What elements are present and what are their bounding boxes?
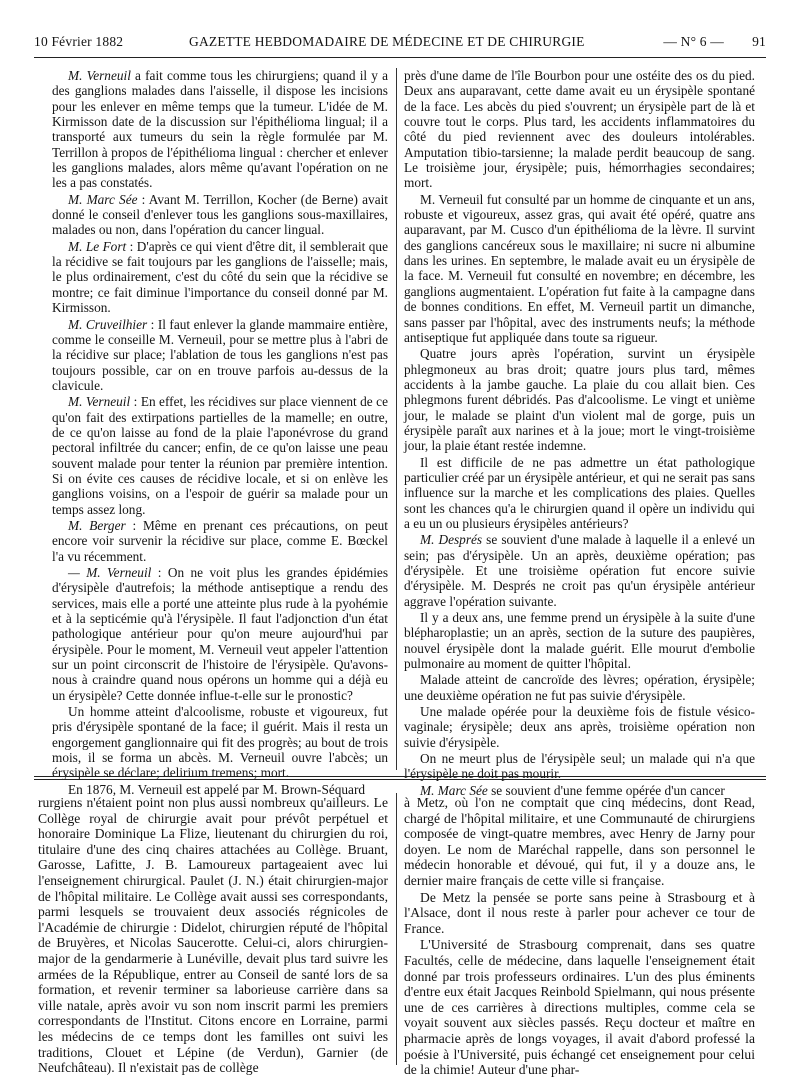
paragraph-text: Une malade opérée pour la deuxième fois de fistule vésico-vaginale; érysipèle; deux ans après, troisième opération non suivie d'érysipèle. (404, 704, 755, 750)
paragraph-text: Il y a deux ans, une femme prend un érysipèle à la suite d'une blépharoplastie; un an après, section de la suture des paupières, nouvel érysipèle dont la malade guérit. Elle mourut d'embolie pulmonaire au moment de quitter l'hôpital. (404, 610, 755, 672)
section-rule-bottom (34, 779, 766, 780)
paragraph (404, 795, 755, 889)
paragraph-text: : Il faut enlever la glande mammaire entière, comme le conseille M. Verneuil, pour se mettre plus à l'abri de la récidive sur place; l'ablation de tous les ganglions n'est pas toujours possible, car on en trouve parfois au-dessus de la clavicule. (52, 316, 388, 393)
header-date: 10 Février 1882 (34, 34, 124, 49)
header-rule (34, 57, 766, 58)
column-divider (396, 68, 397, 770)
header-page-number: 91 (752, 34, 766, 49)
paragraph-text: : En effet, les récidives sur place viennent de ce qu'on fait des extirpations partielles de la mamelle; en outre, de ce qu'on laisse au fond de la plaie l'aponévrose du grand pectoral infiltrée du cancer; enfin, de ce qu'on laisse une peau souvent malade pour tenter la réunion par première intention. Si on évite ces causes de récidive locale, et si on enlève les ganglions voisins, on a l'espoir de guérir sa malade pour un temps assez long. (52, 394, 388, 517)
paragraph-text: près d'une dame de l'île Bourbon pour une ostéite des os du pied. Deux ans auparavant, cette dame avait eu un érysipèle spontané de la face. Les abcès du pied s'ouvrent; un érysipèle part de là et couvre tout le corps. Plus tard, les accidents inflammatoires du côté du pied reviennent avec des douleurs intolérables. Amputation tibio-tarsienne; la malade perdit beaucoup de sang. Le troisième jour, érysipèle; puis, hémorrhagies secondaires; mort. (404, 68, 755, 191)
paragraph (404, 346, 755, 453)
paragraph-text: L'Université de Strasbourg comprenait, dans ses quatre Facultés, celle de médecine, dans laquelle l'enseignement était donné par trois professeurs ordinaires. L'un des plus éminents d'entre eux était Jacques Reinbold Spielmann, qui nous présente une de ces carrières à directions multiples, comme cela se voyait souvent aux siècles passés. Reçu docteur et maître en pharmacie après de longs voyages, il avait d'abord professé la poésie à l'Université, puis échangé cet enseignement pour celui de la chimie! Auteur d'une phar- (404, 937, 755, 1078)
column-divider-lower (396, 793, 397, 1065)
paragraph (404, 68, 755, 191)
paragraph-text: a fait comme tous les chirurgiens; quand il y a des ganglions malades dans l'aisselle, il dispose les incisions pour les enlever en même temps que la tumeur. L'idée de M. Kirmisson date de la discussion sur l'épithélioma lingual; il a transporté aux tumeurs du sein la règle formulée par M. Terrillon à propos de l'épithélioma lingual : chercher et enlever les ganglions malades, alors même qu'avant l'opération on ne les a pas constatés. (52, 68, 388, 191)
speaker-name: M. Marc Sée (420, 782, 488, 798)
paragraph-text: Quatre jours après l'opération, survint un érysipèle phlegmoneux au bras droit; quatre jours plus tard, mêmes accidents à la jambe gauche. La plaie du cou allait bien. Ces phlegmons furent débridés. Pas d'alcoolisme. Le vingt et unième jour, le malade se plaint d'un violent mal de gorge, puis un érysipèle paraît aux narines et à la joue; mort le vingt-troisième jour, la plaie étant restée indemne. (404, 346, 755, 454)
paragraph (404, 890, 755, 937)
paragraph (404, 937, 755, 1077)
paragraph-text: De Metz la pensée se porte sans peine à Strasbourg et à l'Alsace, dont il nous reste à parler pour achever ce tour de France. (404, 889, 755, 936)
paragraph-text: : D'après ce qui vient d'être dit, il semblerait que la récidive se fait toujours par les ganglions de l'aisselle; mais, le plus ordinairement, c'est du côté du sein que la récidive se montre; ce fait diminue l'importance du conseil donné par M. Kirmisson. (52, 238, 388, 316)
speaker-name: — M. Verneuil (68, 565, 152, 580)
paragraph (38, 795, 388, 1076)
paragraph (404, 751, 755, 782)
paragraph-text: : On ne voit plus les grandes épidémies d'érysipèle d'autrefois; la méthode antiseptique a rendu des services, mais elle a porté une atteinte plus rude à la pyohémie et à la septicémie qu'à l'érysipèle. Il faut l'adjonction d'un état pathologique antérieur pour qu'on meure aujourd'hui par érysipèle. Pour le moment, M. Verneuil veut appeler l'attention sur un point circonscrit de l'histoire de l'érysipèle. Qu'avons-nous à craindre quand nous opérons un homme qui a déjà eu un érysipèle? Cette donnée influe-t-elle sur le pronostic? (52, 565, 388, 703)
society-report-column-left (52, 68, 389, 797)
header-title: GAZETTE HEBDOMADAIRE DE MÉDECINE ET DE CHIRURGIE (189, 34, 585, 49)
paragraph (52, 518, 388, 564)
paragraph (52, 565, 388, 703)
paragraph (52, 239, 388, 316)
paragraph-text: se souvient d'une malade à laquelle il a enlevé un sein; pas d'érysipèle. Un an après, deuxième opération; pas d'érysipèle. Et une troisième opération fut encore suivie d'érysipèle. M. Després ne croit pas qu'un érysipèle antérieur aggrave l'opération suivante. (404, 532, 755, 609)
paragraph (52, 394, 388, 517)
paragraph-text: En 1876, M. Verneuil est appelé par M. Brown-Séquard (68, 781, 366, 797)
speaker-name: M. Marc Sée (68, 191, 138, 207)
paragraph (404, 532, 755, 609)
paragraph (404, 192, 755, 345)
feuilleton-column-right (404, 795, 755, 1078)
speaker-name: M. Verneuil (68, 394, 131, 410)
paragraph (404, 610, 755, 671)
speaker-name: M. Verneuil (68, 68, 131, 83)
paragraph (52, 68, 388, 191)
paragraph-text: : Même en prenant ces précautions, on peut encore voir survenir la récidive sur place, comme E. Bœckel l'a vu récemment. (52, 517, 389, 564)
paragraph-text: rurgiens n'étaient point non plus aussi nombreux qu'ailleurs. Le Collège royal de chirurgie avait pour prévôt perpétuel et honoraire Dominique La Flize, lieutenant du chirurgien du roi, titulaire d'une des cinq chaires attachées au Collège. Bruant, Garosse, Lafitte, J. B. Lamoureux partageaient avec lui l'enseignement chirurgical. Paulet (J. N.) était chirurgien-major de l'hôpital militaire. Le Collège avait aussi ses correspondants, parmi lesquels se trouvaient deux associés régnicoles de l'Académie de chirurgie : Didelot, chirurgien réputé de l'hôpital de Bruyères, et Nicolas Saucerotte. Celui-ci, alors chirurgien-major de la gendarmerie à Lunéville, devait plus tard suivre les armées de la République, entrer au Conseil de santé lors de sa formation, et revenir terminer sa laborieuse carrière dans sa ville natale, après avoir vu son nom inscrit parmi les premiers correspondants de l'Institut. Citons encore en Lorraine, parmi les médecins de ce temps dont les familles ont suivi les traditions, Clouet et Lépine (de Verdun), Garnier (de Neufchâteau). Il n'existait pas de collège (38, 795, 388, 1076)
feuilleton-column-left (38, 795, 388, 1076)
paragraph-text: se souvient d'une femme opérée d'un cancer (487, 782, 725, 798)
paragraph-text: à Metz, où l'on ne comptait que cinq médecins, dont Read, chargé de l'hôpital militaire, et une Communauté de chirurgiens composée de vingt-quatre membres, avec Henry de Jarny pour doyen. Le nom de Maréchal rappelle, dans son personnel le médecin honorable et dévoué, qui fut, il y a douze ans, le dernier maire français de cette ville si française. (404, 795, 755, 888)
paragraph-text: Malade atteint de cancroïde des lèvres; opération, érysipèle; une deuxième opération ne fut pas suivie d'érysipèle. (404, 672, 755, 703)
speaker-name: M. Cruveilhier (68, 316, 148, 332)
society-report-column-right (404, 68, 755, 798)
speaker-name: M. Berger (68, 517, 126, 533)
paragraph-text: : Avant M. Terrillon, Kocher (de Berne) avait donné le conseil d'enlever tous les ganglions sous-maxillaires, malades ou non, dans l'opération du cancer lingual. (52, 191, 388, 238)
paragraph (404, 672, 755, 703)
speaker-name: M. Després (420, 532, 483, 548)
paragraph-text: Il est difficile de ne pas admettre un état pathologique particulier créé par un érysipèle antérieur, et qui ne serait pas sans influence sur la marche et les complications des plaies. Quelles sont les chances qu'a le chirurgien quand il opère un individu qui a eu un ou plusieurs érysipèles antérieurs? (404, 454, 755, 531)
paragraph (404, 704, 755, 750)
section-rule-top (34, 776, 766, 777)
paragraph (52, 192, 388, 238)
page-header (34, 34, 766, 52)
header-issue-number: — N° 6 — (663, 34, 724, 49)
paragraph-text: M. Verneuil fut consulté par un homme de cinquante et un ans, robuste et vigoureux, assez gras, qui avait été opéré, quatre ans auparavant, par M. Cusco d'un épithélioma de la lèvre. Il survint des ganglions cancéreux sous le maxillaire; ni sucre ni albumine dans les urines. En septembre, le malade avait eu un érysipèle de la face. M. Verneuil fut consulté en novembre; en décembre, les ganglions augmentaient. L'opération fut faite à la campagne dans de bonnes conditions. En effet, M. Verneuil partit un dimanche, sans passer par l'hôpital, avec des instruments neufs; la méthode antiseptique fut appliquée dans toute sa rigueur. (404, 191, 755, 345)
paragraph (52, 317, 388, 394)
paragraph-text: On ne meurt plus de l'érysipèle seul; un malade qui n'a que l'érysipèle ne doit pas mourir. (404, 751, 755, 782)
speaker-name: M. Le Fort (68, 238, 127, 254)
paragraph (404, 455, 755, 532)
paragraph-text: Un homme atteint d'alcoolisme, robuste et vigoureux, fut pris d'érysipèle spontané de la face; il guérit. Mais il resta un engorgement ganglionnaire qui fit des progrès; au bout de trois mois, il se forma un abcès. M. Verneuil ouvre l'abcès; un érysipèle se déclare; delirium tremens; mort. (52, 704, 388, 781)
paragraph (52, 704, 388, 781)
